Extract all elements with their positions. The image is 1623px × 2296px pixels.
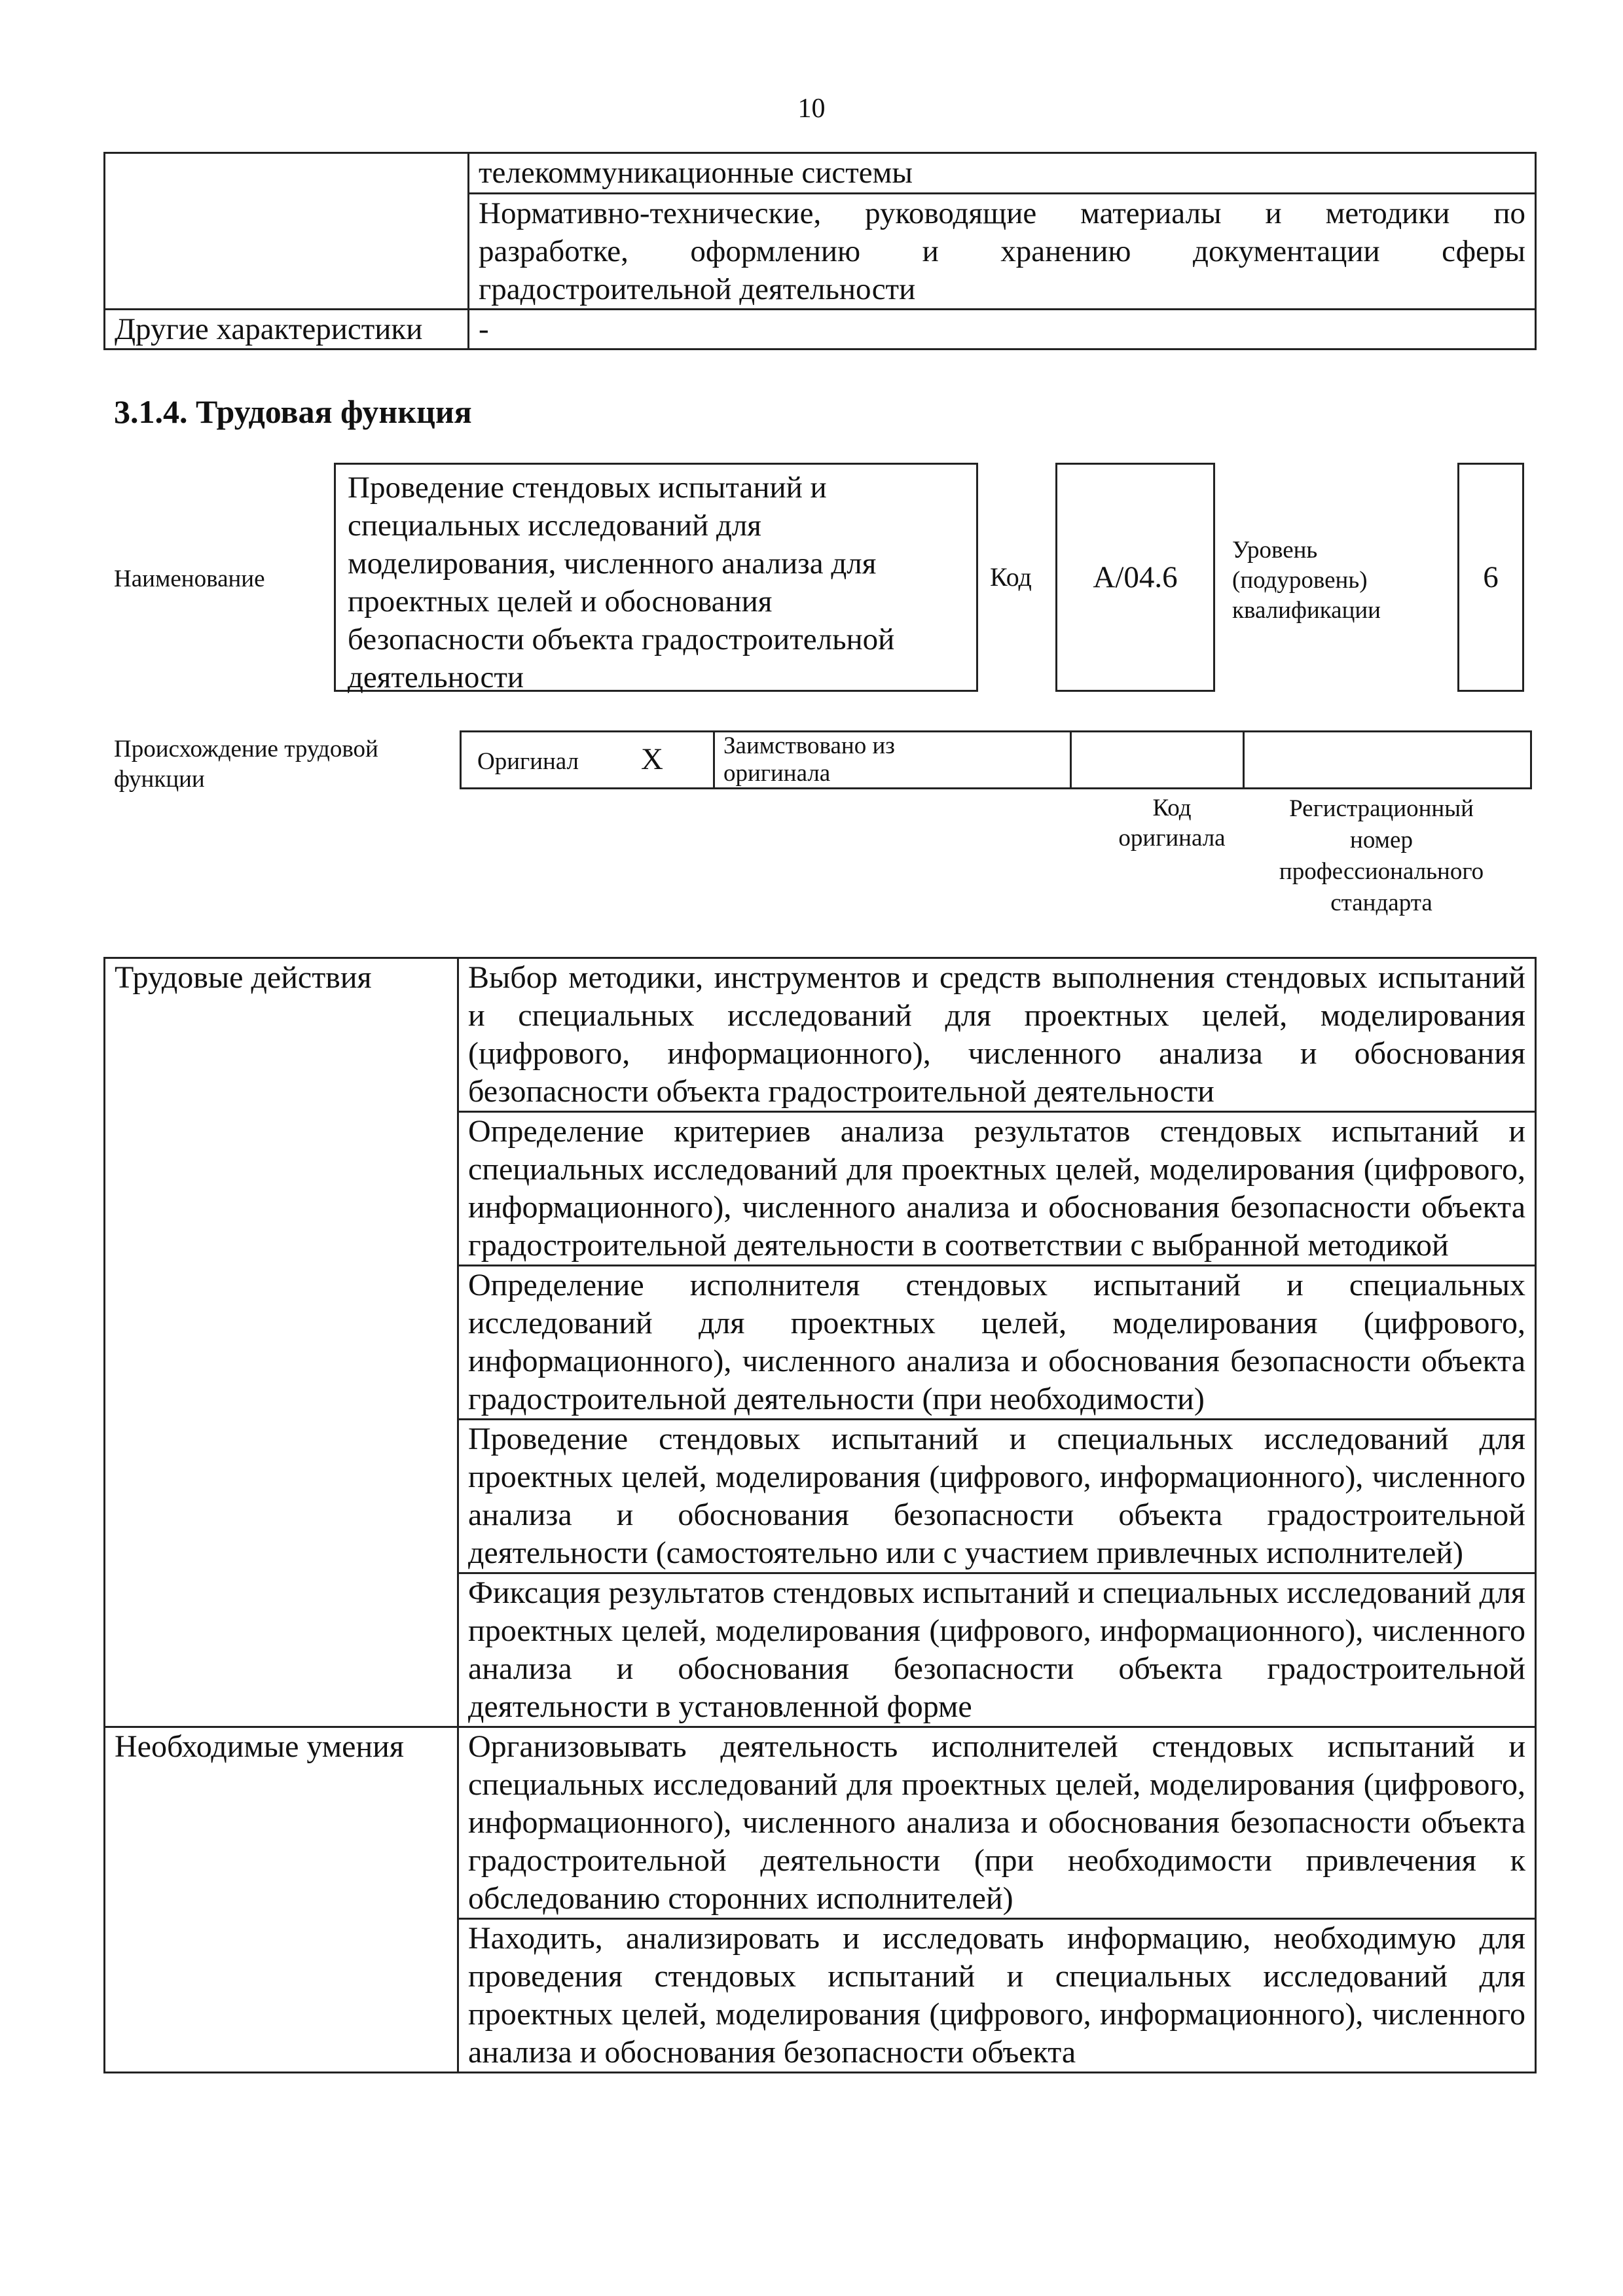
skills-label: Необходимые умения	[105, 1727, 458, 2073]
function-name-line: деятельности	[348, 660, 524, 694]
divider	[713, 732, 715, 787]
name-label: Наименование	[114, 565, 265, 592]
row-text-line: Нормативно-технические, руководящие материалы и методики по	[479, 196, 1525, 230]
other-characteristics-value: -	[469, 310, 1536, 350]
divider	[1070, 732, 1072, 787]
table-row: Находить, анализировать и исследовать информацию, необходимую для проведения стендовых испытаний и специальных исследований для проектных целей, моделирования (цифрового, информационного), численного анализа и обоснования безопасности объекта	[458, 1919, 1536, 2073]
other-characteristics-label: Другие характеристики	[105, 310, 469, 350]
function-name-line: Проведение стендовых испытаний и	[348, 471, 827, 505]
original-label: Оригинал	[477, 748, 579, 775]
borrowed-label-line: оригинала	[723, 760, 831, 787]
function-name-line: специальных исследований для	[348, 509, 761, 543]
code-box	[1055, 463, 1215, 692]
function-name-line: проектных целей и обоснования	[348, 584, 773, 619]
row-text-line: разработке, оформлению и хранению документации сферы	[479, 234, 1525, 268]
origin-label-line: функции	[114, 766, 205, 793]
qualification-level-value: 6	[1483, 560, 1499, 594]
qualification-level-box	[1457, 463, 1524, 692]
caption-line: Регистрационный	[1289, 795, 1474, 822]
code-label: Код	[990, 562, 1032, 592]
borrowed-label	[723, 732, 895, 787]
origin-box	[460, 730, 1532, 789]
table-row	[469, 194, 1536, 310]
empty-label-cell	[105, 153, 469, 310]
caption-line: стандарта	[1330, 889, 1432, 916]
function-name-line: безопасности объекта градостроительной	[348, 622, 895, 656]
function-name-box	[334, 463, 978, 692]
caption-line: профессионального	[1279, 858, 1484, 885]
table-row: Определение исполнителя стендовых испытаний и специальных исследований для проектных целей, моделирования (цифрового, информационного), численного анализа и обоснования безопасности объекта градостроительной деятельности (при необходимости)	[458, 1266, 1536, 1420]
table-row: Фиксация результатов стендовых испытаний и специальных исследований для проектных целей, моделирования (цифрового, информационного), численного анализа и обоснования безопасности объекта градостроительной деятельности в установленной форме	[458, 1573, 1536, 1727]
level-label-line: квалификации	[1232, 597, 1381, 624]
table-row: Определение критериев анализа результатов стендовых испытаний и специальных исследований для проектных целей, моделирования (цифрового, информационного), численного анализа и обоснования безопасности объекта градостроительной деятельности в соответствии с выбранной методикой	[458, 1112, 1536, 1266]
labor-function-table	[103, 957, 1537, 2073]
original-code-caption	[1074, 793, 1270, 853]
other-characteristics-table	[103, 152, 1537, 350]
original-mark: X	[641, 742, 663, 776]
table-row: Выбор методики, инструментов и средств выполнения стендовых испытаний и специальных исследований для проектных целей, моделирования (цифрового, информационного), численного анализа и обоснования безопасности объекта градостроительной деятельности	[458, 958, 1536, 1112]
row-text: телекоммуникационные системы	[479, 156, 913, 190]
origin-label	[114, 734, 378, 795]
section-heading: 3.1.4. Трудовая функция	[114, 393, 472, 430]
function-name-line: моделирования, численного анализа для	[348, 547, 877, 581]
borrowed-label-line: Заимствовано из	[723, 732, 895, 759]
row-text-line: градостроительной деятельности	[479, 272, 916, 306]
level-label-line: Уровень	[1232, 537, 1318, 564]
labor-actions-label: Трудовые действия	[105, 958, 458, 1727]
caption-line: оригинала	[1118, 825, 1226, 852]
divider	[1243, 732, 1245, 787]
page-number: 10	[797, 94, 826, 124]
table-row	[469, 153, 1536, 194]
caption-line: номер	[1350, 827, 1413, 853]
origin-label-line: Происхождение трудовой	[114, 736, 378, 762]
caption-line: Код	[1152, 795, 1192, 821]
qualification-level-label	[1232, 535, 1381, 626]
registration-number-caption	[1244, 793, 1519, 919]
code-value: A/04.6	[1093, 560, 1178, 594]
table-row: Проведение стендовых испытаний и специальных исследований для проектных целей, моделирования (цифрового, информационного), численного анализа и обоснования безопасности объекта градостроительной деятельности (самостоятельно или с участием привлечных исполнителей)	[458, 1420, 1536, 1573]
level-label-line: (подуровень)	[1232, 567, 1368, 594]
table-row: Организовывать деятельность исполнителей стендовых испытаний и специальных исследований для проектных целей, моделирования (цифрового, информационного), численного анализа и обоснования безопасности объекта градостроительной деятельности (при необходимости привлечения к обследованию сторонних исполнителей)	[458, 1727, 1536, 1919]
